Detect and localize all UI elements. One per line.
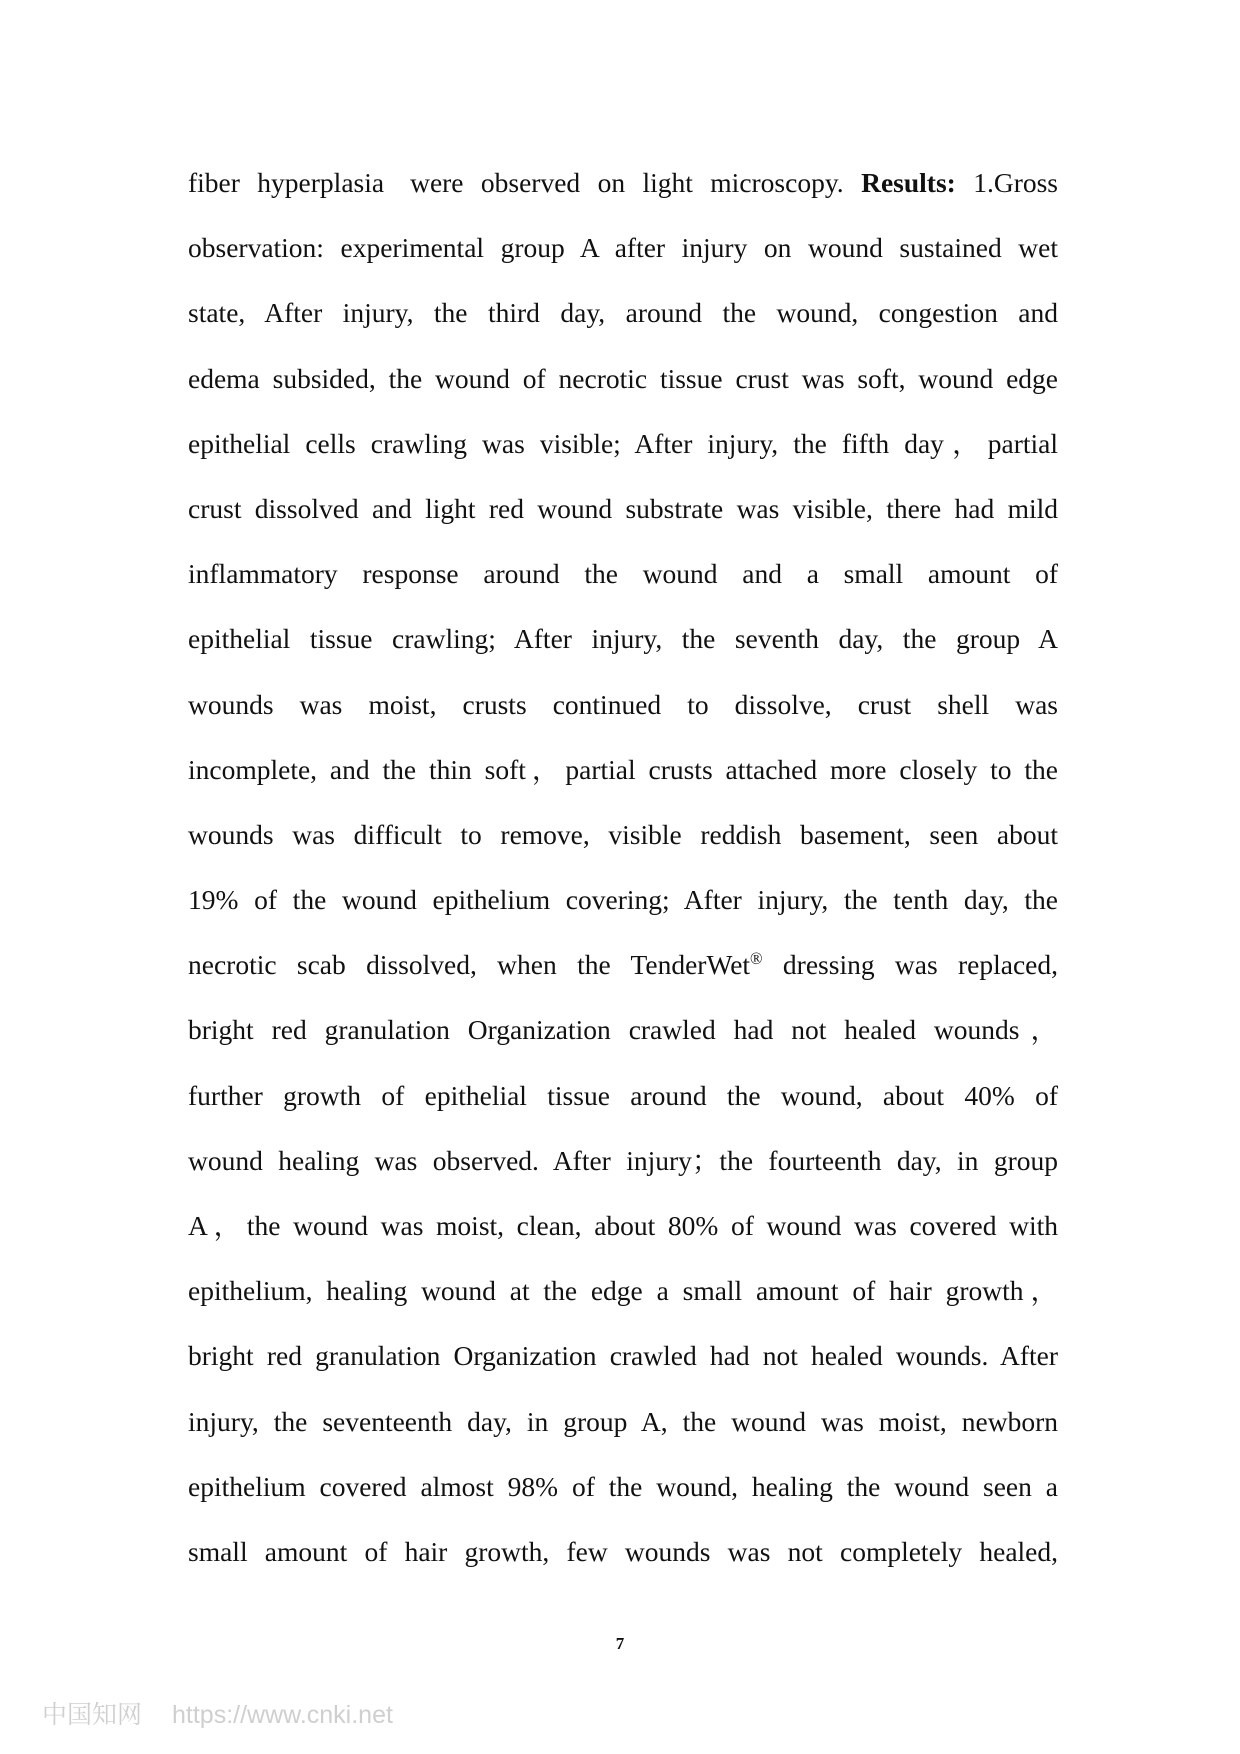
text-line-4: edema subsided, the wound of necrotic tissue crust was soft, wound edge [188,362,1058,394]
cnki-watermark [42,1695,393,1731]
text-line-22: small amount of hair growth, few wounds was not completely healed, [188,1535,1058,1567]
text-line-21: epithelium covered almost 98% of the wound, healing the wound seen a [188,1470,1058,1502]
registered-mark: ® [750,949,763,969]
body-paragraph [188,155,1058,1589]
text-line-7: inflammatory response around the wound and a small amount of [188,558,1058,590]
watermark-brand: 中国知网 [42,1701,143,1729]
text-line-18: epithelium, healing wound at the edge a small amount of hair growth， [188,1275,1058,1307]
text-line-11: wounds was difficult to remove, visible reddish basement, seen about [188,818,1058,850]
text-line-15: further growth of epithelial tissue around the wound, about 40% of [188,1079,1058,1111]
watermark-url: https://www.cnki.net [172,1701,393,1729]
text-line-12: 19% of the wound epithelium covering; After injury, the tenth day, the [188,884,1058,916]
text-line-17: A，the wound was moist, clean, about 80% of wound was covered with [188,1210,1058,1241]
text-line-2: observation: experimental group A after injury on wound sustained wet [188,232,1058,264]
text-line-5: epithelial cells crawling was visible; After injury, the fifth day，partial [188,427,1058,459]
text-line-1: fiber hyperplasia were observed on light microscopy. Results: 1.Gross [188,167,1059,198]
page-number: 7 [615,1634,625,1653]
text-line-16: wound healing was observed. After injury；the fourteenth day, in group [188,1144,1058,1176]
text-line-10: incomplete, and the thin soft，partial crusts attached more closely to the [188,753,1058,785]
text-line-20: injury, the seventeenth day, in group A, the wound was moist, newborn [188,1405,1058,1437]
text-line-9: wounds was moist, crusts continued to dissolve, crust shell was [188,688,1058,720]
text-line-3: state, After injury, the third day, around the wound, congestion and [188,297,1058,329]
text-line-6: crust dissolved and light red wound substrate was visible, there had mild [188,492,1058,524]
text-line-14: bright red granulation Organization crawled had not healed wounds， [188,1014,1058,1046]
text-line-8: epithelial tissue crawling; After injury, the seventh day, the group A [188,623,1058,655]
text-line-19: bright red granulation Organization crawled had not healed wounds. After [188,1340,1058,1372]
text-line-13: necrotic scab dissolved, when the TenderWet® dressing was replaced, [188,949,1058,981]
results-heading: Results: [861,167,956,198]
